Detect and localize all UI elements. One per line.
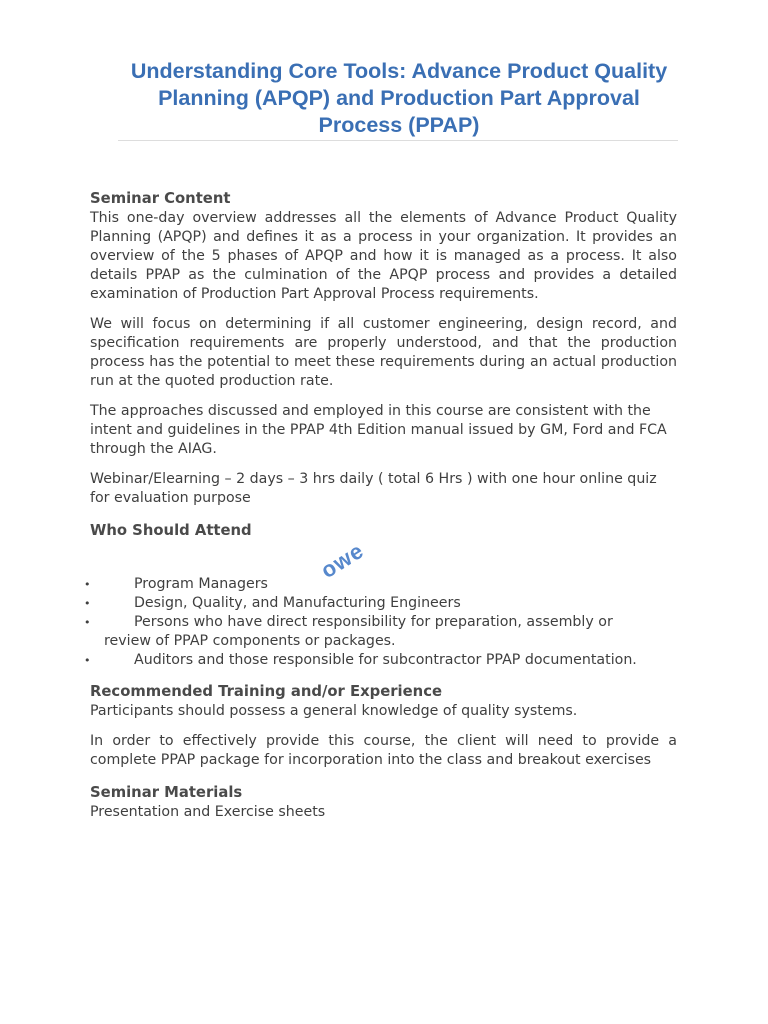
document-title: Understanding Core Tools: Advance Product Quality Planning (APQP) and Production Part Approval Process (PPAP) xyxy=(130,59,668,137)
list-item-text: Persons who have direct responsibility for preparation, assembly or review of PPAP components or packages. xyxy=(104,614,613,649)
list-item-text: Auditors and those responsible for subcontractor PPAP documentation. xyxy=(134,652,637,668)
list-item-text: Design, Quality, and Manufacturing Engineers xyxy=(134,595,461,611)
list-item-text: Program Managers xyxy=(134,576,268,592)
section-who-should-attend xyxy=(84,519,677,670)
bullet-icon: • xyxy=(84,597,91,610)
list-item xyxy=(0,575,660,594)
attendee-list xyxy=(0,575,660,670)
paragraph: This one-day overview addresses all the elements of Advance Product Quality Planning (APQP) and defines it as a process in your organization. It provides an overview of the 5 phases of APQP and how it is managed as a process. It also details PPAP as the culmination of the APQP process and provides a detailed examination of Production Part Approval Process requirements. xyxy=(90,210,677,302)
watermark: owe xyxy=(316,537,369,584)
paragraph: In order to effectively provide this course, the client will need to provide a complete PPAP package for incorporation into the class and breakout exercises xyxy=(90,733,677,768)
list-item xyxy=(0,651,660,670)
section-heading: Seminar Materials xyxy=(90,784,243,801)
section-seminar-materials xyxy=(90,781,677,822)
paragraph: The approaches discussed and employed in this course are consistent with the intent and guidelines in the PPAP 4th Edition manual issued by GM, Ford and FCA through the AIAG. xyxy=(90,403,667,457)
bullet-icon: • xyxy=(84,578,91,591)
document-body xyxy=(84,187,677,833)
section-seminar-content xyxy=(90,187,677,508)
paragraph: Participants should possess a general knowledge of quality systems. xyxy=(90,703,578,719)
bullet-icon: • xyxy=(84,654,91,667)
section-heading: Who Should Attend xyxy=(90,522,252,539)
section-recommended-training xyxy=(90,680,677,770)
paragraph: Presentation and Exercise sheets xyxy=(90,804,326,820)
paragraph: Webinar/Elearning – 2 days – 3 hrs daily ( total 6 Hrs ) with one hour online quiz for evaluation purpose xyxy=(90,471,657,506)
section-heading: Recommended Training and/or Experience xyxy=(90,683,443,700)
list-item xyxy=(0,613,660,651)
section-heading: Seminar Content xyxy=(90,190,231,207)
list-item xyxy=(0,594,660,613)
paragraph: We will focus on determining if all customer engineering, design record, and specification requirements are properly understood, and that the production process has the potential to meet these requirements during an actual production run at the quoted production rate. xyxy=(90,316,677,389)
title-divider xyxy=(118,140,678,141)
bullet-icon: • xyxy=(84,616,91,629)
